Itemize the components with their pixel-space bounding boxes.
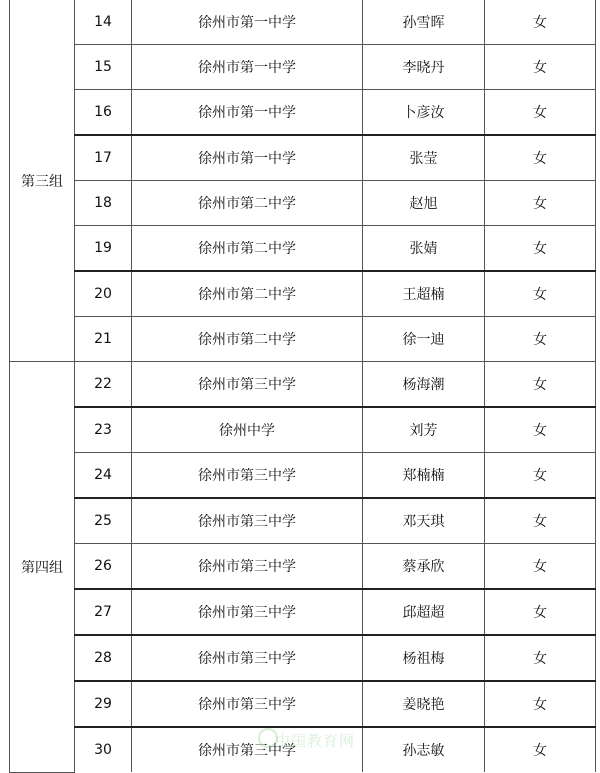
gender-cell: 女 bbox=[485, 453, 596, 499]
school-name: 徐州市第三中学 bbox=[132, 498, 363, 544]
gender-cell: 女 bbox=[485, 0, 596, 45]
student-name: 徐一迪 bbox=[363, 317, 485, 362]
gender-cell: 女 bbox=[485, 544, 596, 590]
gender-cell: 女 bbox=[485, 317, 596, 362]
gender-cell: 女 bbox=[485, 727, 596, 772]
student-name: 杨祖梅 bbox=[363, 635, 485, 681]
student-name: 张莹 bbox=[363, 135, 485, 181]
school-name: 徐州市第三中学 bbox=[132, 453, 363, 499]
school-name: 徐州市第二中学 bbox=[132, 181, 363, 226]
row-number: 14 bbox=[75, 0, 132, 45]
gender-cell: 女 bbox=[485, 407, 596, 453]
roster-body bbox=[10, 0, 596, 772]
row-number: 15 bbox=[75, 45, 132, 90]
table-row bbox=[10, 544, 596, 590]
gender-cell: 女 bbox=[485, 226, 596, 272]
school-name: 徐州市第一中学 bbox=[132, 45, 363, 90]
table-row bbox=[10, 0, 596, 45]
gender-cell: 女 bbox=[485, 681, 596, 727]
gender-cell: 女 bbox=[485, 635, 596, 681]
student-name: 刘芳 bbox=[363, 407, 485, 453]
table-row bbox=[10, 453, 596, 499]
student-name: 杨海潮 bbox=[363, 362, 485, 408]
table-row bbox=[10, 181, 596, 226]
gender-cell: 女 bbox=[485, 271, 596, 317]
gender-cell: 女 bbox=[485, 498, 596, 544]
row-number: 29 bbox=[75, 681, 132, 727]
student-name: 姜晓艳 bbox=[363, 681, 485, 727]
gender-cell: 女 bbox=[485, 589, 596, 635]
row-number: 23 bbox=[75, 407, 132, 453]
school-name: 徐州市第二中学 bbox=[132, 226, 363, 272]
student-name: 王超楠 bbox=[363, 271, 485, 317]
school-name: 徐州市第一中学 bbox=[132, 135, 363, 181]
school-name: 徐州市第三中学 bbox=[132, 362, 363, 408]
row-number: 17 bbox=[75, 135, 132, 181]
school-name: 徐州市第三中学 bbox=[132, 681, 363, 727]
gender-cell: 女 bbox=[485, 181, 596, 226]
table-row bbox=[10, 90, 596, 136]
school-name: 徐州市第一中学 bbox=[132, 90, 363, 136]
school-name: 徐州市第二中学 bbox=[132, 271, 363, 317]
student-name: 孙志敏 bbox=[363, 727, 485, 772]
row-number: 20 bbox=[75, 271, 132, 317]
gender-cell: 女 bbox=[485, 45, 596, 90]
student-name: 邱超超 bbox=[363, 589, 485, 635]
school-name: 徐州市第一中学 bbox=[132, 0, 363, 45]
table-row bbox=[10, 407, 596, 453]
student-name: 蔡承欣 bbox=[363, 544, 485, 590]
gender-cell: 女 bbox=[485, 362, 596, 408]
group-label: 第三组 bbox=[10, 0, 75, 362]
row-number: 27 bbox=[75, 589, 132, 635]
student-name: 卜彦汝 bbox=[363, 90, 485, 136]
row-number: 22 bbox=[75, 362, 132, 408]
group-label: 第四组 bbox=[10, 362, 75, 773]
student-name: 李晓丹 bbox=[363, 45, 485, 90]
student-name: 赵旭 bbox=[363, 181, 485, 226]
watermark-text: 中国教育网 bbox=[275, 732, 356, 750]
school-name: 徐州中学 bbox=[132, 407, 363, 453]
row-number: 16 bbox=[75, 90, 132, 136]
table-row bbox=[10, 271, 596, 317]
gender-cell: 女 bbox=[485, 135, 596, 181]
row-number: 24 bbox=[75, 453, 132, 499]
student-name: 邓天琪 bbox=[363, 498, 485, 544]
table-row bbox=[10, 589, 596, 635]
row-number: 30 bbox=[75, 727, 132, 772]
row-number: 21 bbox=[75, 317, 132, 362]
table-row bbox=[10, 317, 596, 362]
student-name: 孙雪晖 bbox=[363, 0, 485, 45]
table-row bbox=[10, 635, 596, 681]
school-name: 徐州市第三中学 bbox=[132, 727, 363, 772]
gender-cell: 女 bbox=[485, 90, 596, 136]
row-number: 19 bbox=[75, 226, 132, 272]
table-row bbox=[10, 681, 596, 727]
table-row bbox=[10, 135, 596, 181]
row-number: 28 bbox=[75, 635, 132, 681]
school-name: 徐州市第二中学 bbox=[132, 317, 363, 362]
table-row bbox=[10, 45, 596, 90]
school-name: 徐州市第三中学 bbox=[132, 544, 363, 590]
row-number: 18 bbox=[75, 181, 132, 226]
student-name: 张婧 bbox=[363, 226, 485, 272]
table-row bbox=[10, 226, 596, 272]
row-number: 26 bbox=[75, 544, 132, 590]
school-name: 徐州市第三中学 bbox=[132, 589, 363, 635]
row-number: 25 bbox=[75, 498, 132, 544]
student-name: 郑楠楠 bbox=[363, 453, 485, 499]
roster-table bbox=[9, 0, 596, 773]
table-row bbox=[10, 362, 596, 408]
school-name: 徐州市第三中学 bbox=[132, 635, 363, 681]
table-row bbox=[10, 498, 596, 544]
